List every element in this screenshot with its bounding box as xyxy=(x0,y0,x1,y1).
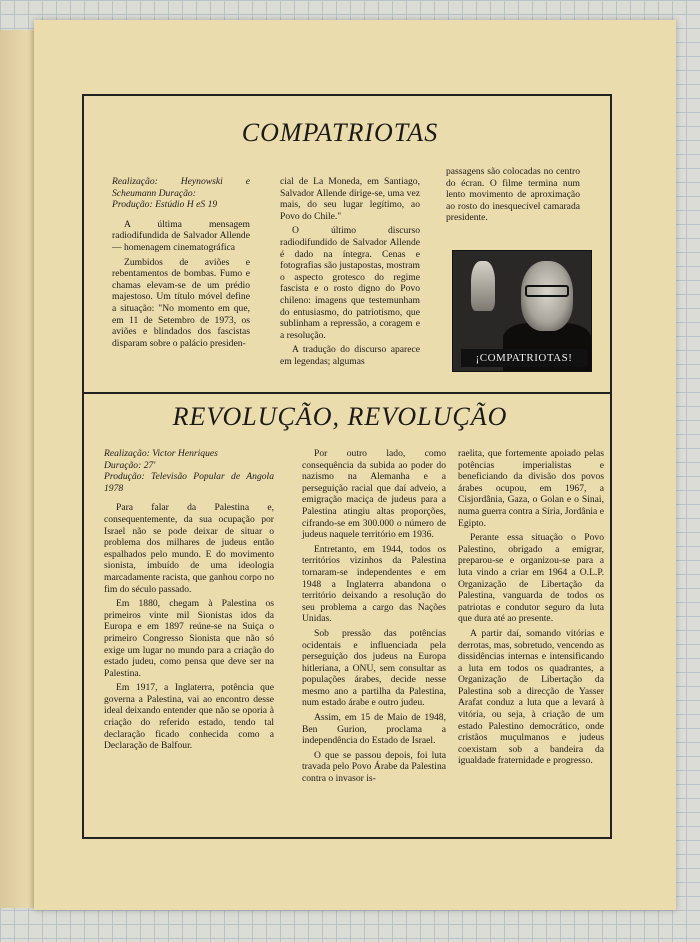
s2-column-2 xyxy=(302,448,446,788)
s2-paragraph: raelita, que fortemente apoiado pelas potências imperialistas e beneficiando da divisão dos povos árabes ocupou, em 1967, a Cisjordânia, Gaza, o Golan e o Sinai, numa guerra contra a Síria, Jordânia e Egipto. xyxy=(458,448,604,529)
s2-paragraph: A partir daí, somando vitórias e derrotas, mas, sobretudo, vencendo as dissidências internas e intensificando a luta em todos os quadrantes, a Organização de Libertação da Palestina sob a direcção de Yasser Arafat conduz a luta que a levará à vitória, ou seja, à criação de um estado Palestino democrático, onde cristãos muçulmanos e judeus coexistam sob a bandeira da igualdade fraternidade e progresso. xyxy=(458,627,604,767)
s2-column-3 xyxy=(458,448,604,770)
s1-paragraph: passagens são colocadas no centro do écran. O filme termina num lento movimento de aproximação ao rosto do inesquecível camarada presidente. xyxy=(446,166,580,224)
s2-paragraph: Perante essa situação o Povo Palestino, obrigado a emigrar, preparou-se e organizou-se para a luta vindo a criar em 1964 a O.L.P. Organização de Libertação da Palestina, vanguarda de todos os patriotas e condutor seguro da luta que dura até ao presente. xyxy=(458,532,604,625)
section-divider xyxy=(82,392,612,394)
s1-paragraph: cial de La Moneda, em Santiago, Salvador Allende dirige-se, uma vez mais, do seu lugar legítimo, ao Povo do Chile." xyxy=(280,176,420,222)
s2-paragraph: O que se passou depois, foi luta travada pelo Povo Árabe da Palestina contra o invasor is- xyxy=(302,749,446,785)
s2-paragraph: Em 1917, a Inglaterra, potência que governa a Palestina, vai ao encontro desse ideal deixando entender que não se oporia à criação do referido estado, tendo tal declaração ficado conhecida como a Declaração de Balfour. xyxy=(104,682,274,752)
s2-paragraph: Sob pressão das potências ocidentais e influenciada pela perseguição dos judeus na Europa hitleriana, a ONU, sem consultar as populações árabes, decide nesse mesmo ano a partilha da Palestina, num estado árabe e outro judeu. xyxy=(302,627,446,709)
s1-column-2 xyxy=(280,176,420,371)
photo-caption: ¡COMPATRIOTAS! xyxy=(461,349,587,367)
s2-paragraph: Em 1880, chegam à Palestina os primeiros vinte mil Sionistas idos da Europa e em 1897 reúne-se na Suiça o primeiro Congresso Sionista que não só exige um lugar no mundo para a criação do estado judeu, como pensa que deve ser na Palestina. xyxy=(104,598,274,679)
glasses-shape xyxy=(525,285,569,297)
title-revolucao: REVOLUÇÃO, REVOLUÇÃO xyxy=(172,402,508,431)
s2-paragraph: Assim, em 15 de Maio de 1948, Ben Gurion, proclama a independência do Estado de Israel. xyxy=(302,712,446,747)
s2-paragraph: Para falar da Palestina e, consequentemente, da sua ocupação por Israel não se pode deixar de situar o problema dos milhares de judeus então espalhados pelo mundo. E do movimento sionista, imbuído de uma ideologia marcadamente racista, que ganhou corpo no fim do século passado. xyxy=(104,502,274,595)
s1-credit-line: Produção: Estúdio H eS 19 xyxy=(112,199,218,211)
s2-credit-line: Duração: 27' xyxy=(104,459,156,471)
allende-photo xyxy=(452,250,592,372)
s1-paragraph: A última mensagem radiodifundida de Salvador Allende — homenagem cinematográfica xyxy=(112,218,250,253)
s1-credit-line: Realização: Heynowski e Scheumann Duração: xyxy=(112,176,250,199)
s1-paragraph: Zumbidos de aviões e rebentamentos de bombas. Fumo e chamas elevam-se de um prédio majestoso. Um título móvel define a situação: "No momento em que, em 11 de Setembro de 1973, os aviões e blindados dos fascistas disparam sobre o palácio presiden- xyxy=(112,256,250,349)
s1-credits xyxy=(112,176,250,211)
s1-paragraph: O último discurso radiodifundido de Salvador Allende é dado na íntegra. Cenas e fotografias são justapostas, mostram o aspecto grotesco do regime fascista e o rosto digno do Povo chileno: imagens que testemunham do entusiasmo, do patriotismo, que sublinham a repressão, a coragem e a resolução. xyxy=(280,225,420,341)
title-compatriotas: COMPATRIOTAS xyxy=(241,118,439,147)
s2-paragraph: Por outro lado, como consequência da subida ao poder do nazismo na Alemanha e a perseguição racial que daí adveio, a emigração maciça de judeus para a Palestina atingiu altas proporções, cifrando-se em 300.000 o número de judeus naquele território em 1936. xyxy=(302,448,446,541)
s1-column-1 xyxy=(112,176,250,352)
s2-credits xyxy=(104,448,274,494)
raised-fist-figure xyxy=(471,261,495,311)
s2-paragraph: Entretanto, em 1944, todos os territórios vizinhos da Palestina tornaram-se independentes e em 1948 a Inglaterra abandona o território deixando a resolução do seu problema a cargo das Nações Unidas. xyxy=(302,543,446,625)
s1-column-3 xyxy=(446,166,580,227)
s1-paragraph: A tradução do discurso aparece em legendas; algumas xyxy=(280,344,420,367)
s2-column-1 xyxy=(104,448,274,755)
s2-credit-line: Realização: Victor Henriques xyxy=(104,448,218,459)
s2-credit-line: Produção: Televisão Popular de Angola 1978 xyxy=(104,471,274,494)
